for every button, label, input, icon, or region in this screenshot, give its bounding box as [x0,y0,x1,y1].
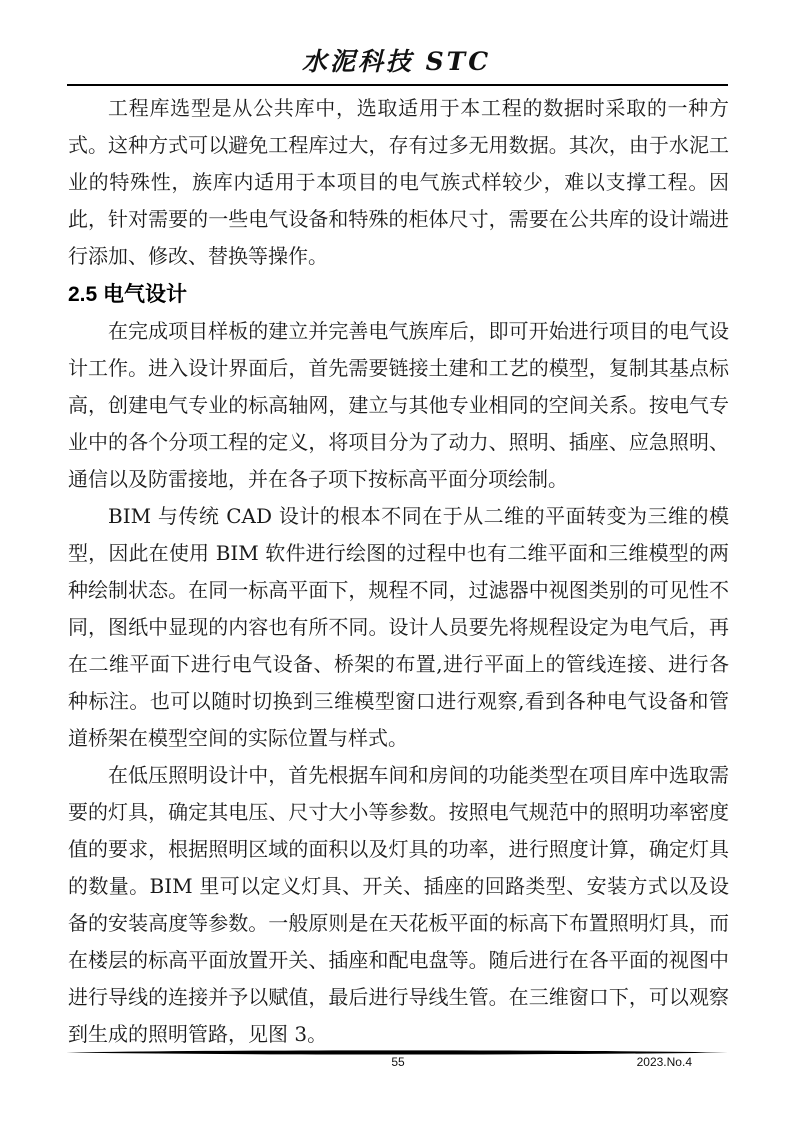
page-footer [68,1055,728,1073]
section-heading: 2.5 电气设计 [68,283,188,306]
body-paragraph: BIM 与传统 CAD 设计的根本不同在于从二维的平面转变为三维的模型，因此在使用 BIM 软件进行绘图的过程中也有二维平面和三维模型的两种绘制状态。在同一标高平面下，规程不同，过滤器中视图类别的可见性不同，图纸中显现的内容也有所不同。设计人员要先将规程设定为电气后，再在二维平面下进行电气设备、桥架的布置,进行平面上的管线连接、进行各种标注。也可以随时切换到三维模型窗口进行观察,看到各种电气设备和管道桥架在模型空间的实际位置与样式。 [68,504,729,750]
body-paragraph: 工程库选型是从公共库中，选取适用于本工程的数据时采取的一种方式。这种方式可以避免工程库过大，存有过多无用数据。其次，由于水泥工业的特殊性，族库内适用于本项目的电气族式样较少，难以支撑工程。因此，针对需要的一些电气设备和特殊的柜体尺寸，需要在公共库的设计端进行添加、修改、替换等操作。 [68,96,729,268]
journal-title: 水泥科技 STC [301,47,492,76]
issue-number: 2023.No.4 [636,1055,692,1069]
page-number: 55 [391,1055,405,1069]
header-divider [67,84,728,86]
page-body [68,90,729,1053]
body-paragraph: 在低压照明设计中，首先根据车间和房间的功能类型在项目库中选取需要的灯具，确定其电压、尺寸大小等参数。按照电气规范中的照明功率密度值的要求，根据照明区域的面积以及灯具的功率，进行照度计算，确定灯具的数量。BIM 里可以定义灯具、开关、插座的回路类型、安装方式以及设备的安装高度等参数。一般原则是在天花板平面的标高下布置照明灯具，而在楼层的标高平面放置开关、插座和配电盘等。随后进行在各平面的视图中进行导线的连接并予以赋值，最后进行导线生管。在三维窗口下，可以观察到生成的照明管路，见图 3。 [68,763,729,1046]
body-paragraph: 在完成项目样板的建立并完善电气族库后，即可开始进行项目的电气设计工作。进入设计界面后，首先需要链接土建和工艺的模型，复制其基点标高，创建电气专业的标高轴网，建立与其他专业相同的空间关系。按电气专业中的各个分项工程的定义，将项目分为了动力、照明、插座、应急照明、通信以及防雷接地，并在各子项下按标高平面分项绘制。 [68,319,729,491]
